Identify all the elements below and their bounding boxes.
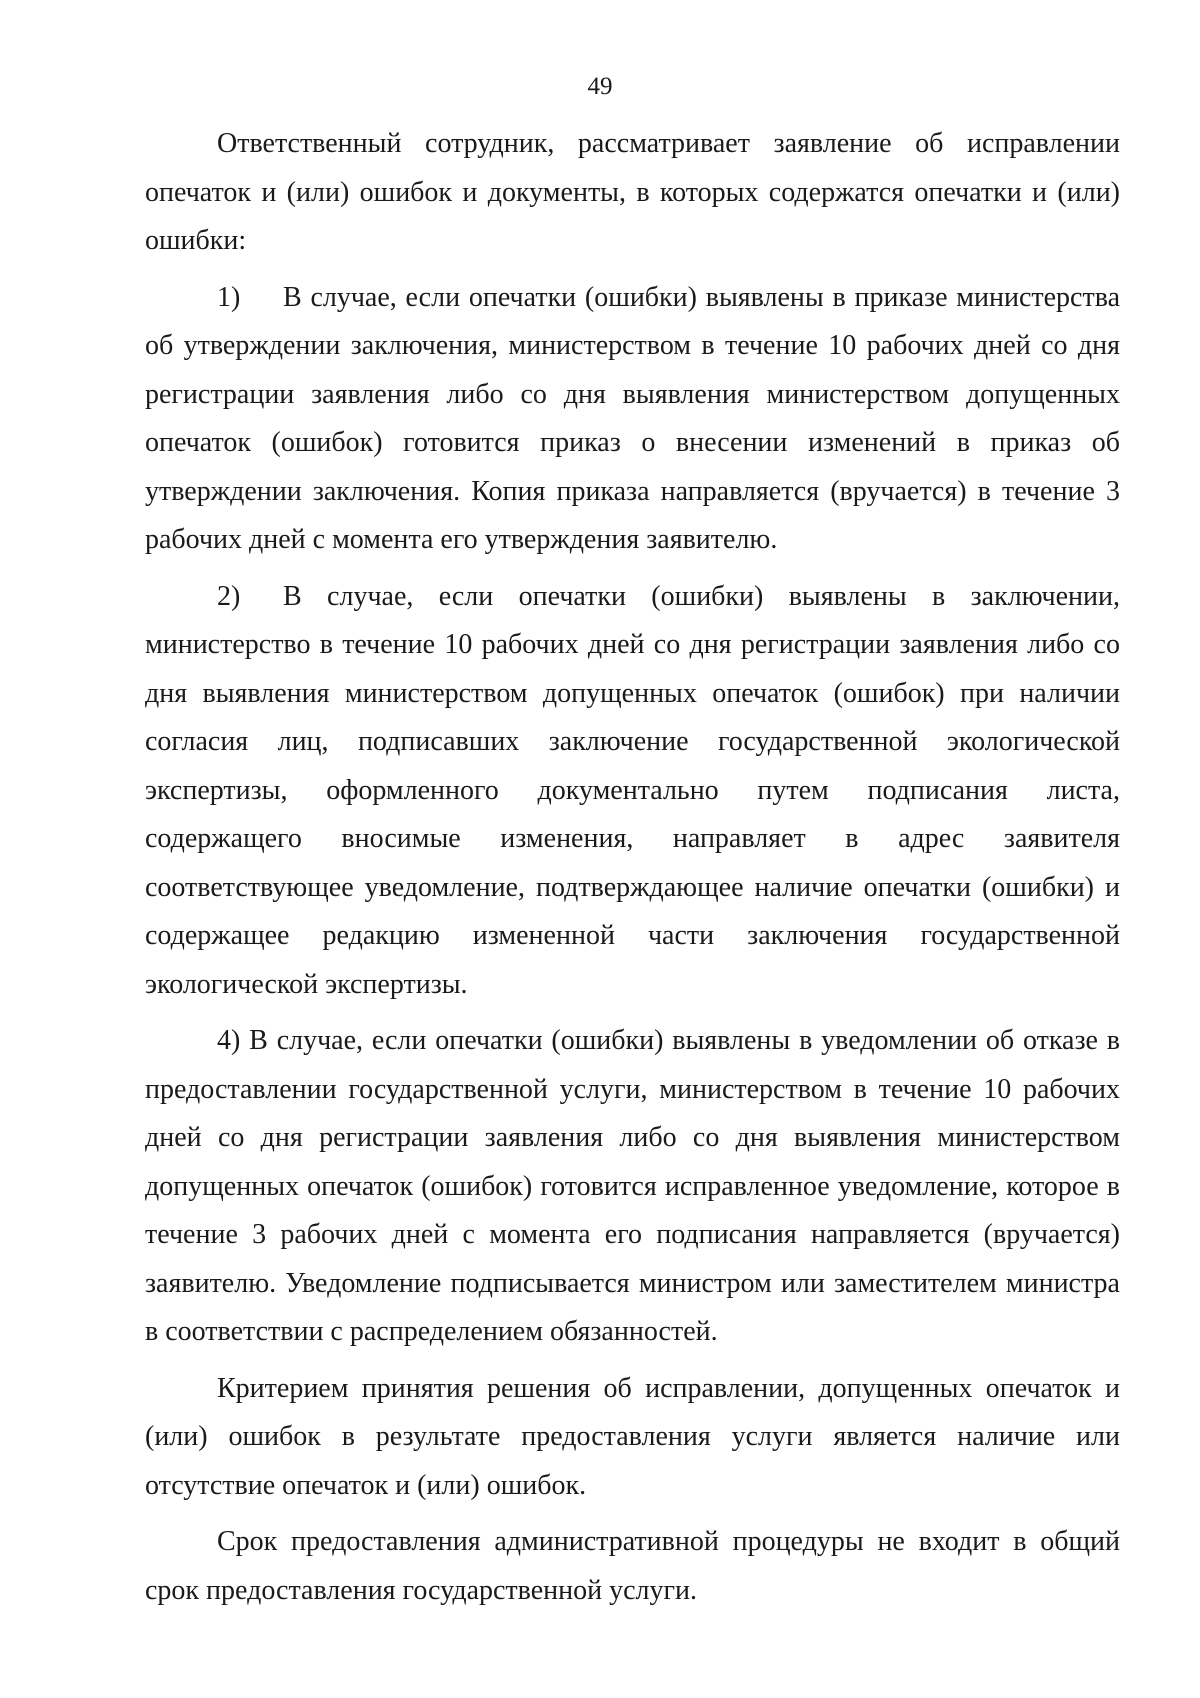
- list-item-2-number: 2): [217, 580, 241, 612]
- list-item-1-number: 1): [217, 281, 241, 313]
- document-body: [145, 120, 1120, 1623]
- page-number: 49: [587, 73, 613, 100]
- list-item-4: 4) В случае, если опечатки (ошибки) выявлены в уведомлении об отказе в предоставлении государственной услуги, министерством в течение 10 рабочих дней со дня регистрации заявления либо со дня выявления министерством допущенных опечаток (ошибок) готовится исправленное уведомление, которое в течение 3 рабочих дней с момента его подписания направляется (вручается) заявителю. Уведомление подписывается министром или заместителем министра в соответствии с распределением обязанностей.: [145, 1025, 1120, 1347]
- list-item-1-text: В случае, если опечатки (ошибки) выявлены в приказе министерства об утверждении заключения, министерством в течение 10 рабочих дней со дня регистрации заявления либо со дня выявления министерством допущенных опечаток (ошибок) готовится приказ о внесении изменений в приказ об утверждении заключения. Копия приказа направляется (вручается) в течение 3 рабочих дней с момента его утверждения заявителю.: [145, 281, 1120, 555]
- paragraph-procedure-term: Срок предоставления административной процедуры не входит в общий срок предоставления государственной услуги.: [145, 1526, 1120, 1606]
- list-item-2: [145, 573, 1120, 1010]
- paragraph-decision-criterion: Критерием принятия решения об исправлении, допущенных опечаток и (или) ошибок в результате предоставления услуги является наличие или отсутствие опечаток и (или) ошибок.: [145, 1372, 1120, 1501]
- list-item-2-text: В случае, если опечатки (ошибки) выявлены в заключении, министерство в течение 10 рабочих дней со дня регистрации заявления либо со дня выявления министерством допущенных опечаток (ошибок) при наличии согласия лиц, подписавших заключение государственной экологической экспертизы, оформленного документально путем подписания листа, содержащего вносимые изменения, направляет в адрес заявителя соответствующее уведомление, подтверждающее наличие опечатки (ошибки) и содержащее редакцию измененной части заключения государственной экологической экспертизы.: [145, 580, 1120, 1000]
- paragraph-responsible-employee: Ответственный сотрудник, рассматривает заявление об исправлении опечаток и (или) ошибок и документы, в которых содержатся опечатки и (или) ошибки:: [145, 128, 1120, 256]
- list-item-1: [145, 274, 1120, 565]
